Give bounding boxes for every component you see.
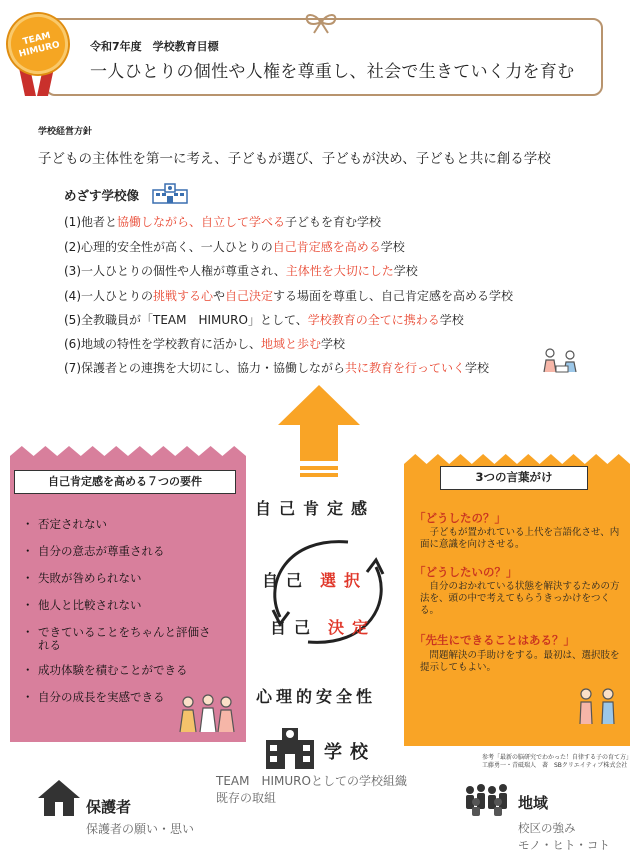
requirements-title: 自己肯定感を高める７つの要件 [14,470,236,494]
community-sub-2: モノ・ヒト・コト [518,838,610,852]
people-illustration [540,346,582,376]
requirement-item: ・ 他人と比較されない [22,598,142,612]
goal-item-7: (7)保護者との連携を大切にし、協力・協働しながら共に教育を行っていく学校 [64,361,490,375]
ribbon-bow-icon [301,10,341,34]
guardians-sub: 保護者の願い・思い [86,822,195,836]
header-subtitle: 令和7年度 学校教育目標 [90,40,219,53]
self-decision-label: 自己 決定 [270,618,377,637]
goals-title: めざす学校像 [64,188,140,203]
team-badge: TEAM HIMURO [2,8,75,81]
house-icon [36,778,82,818]
word-desc-1: 子どもが置かれている上代を言語化させ、内面に意識を向けさせる。 [420,527,620,550]
existing-efforts-text: 既存の取組 [216,791,277,805]
self-esteem-label: 自己肯定感 [255,499,376,518]
requirement-item: ・ 否定されない [22,517,107,531]
guardians-title: 保護者 [86,798,132,816]
requirement-item: ・ 自分の成長を実感できる [22,690,165,704]
requirement-item: ・ できていることをちゃんと評価される [22,625,211,652]
goal-item-4: (4)一人ひとりの挑戦する心や自己決定する場面を尊重し、自己肯定感を高める学校 [64,289,514,303]
policy-label: 学校経営方針 [38,127,93,137]
school-goal-title: 一人ひとりの個性や人権を尊重し、社会で生きていく力を育む [90,62,575,82]
word-desc-2: 自分のおかれている状態を解決するための方法を、頭の中で考えてもらうきっかけをつくる。 [420,581,620,616]
word-heading-2: 「どうしたいの？」 [414,565,518,579]
word-heading-3: 「先生にできることはある？」 [414,633,575,647]
people-illustration [176,690,238,734]
crowd-icon [462,782,512,816]
requirement-item: ・ 成功体験を積むことができる [22,663,188,677]
school-organization-text: TEAM HIMUROとしての学校組織 [216,774,407,788]
requirement-item: ・ 失敗が咎められない [22,571,142,585]
policy-text: 子どもの主体性を第一に考え、子どもが選び、子どもが決め、子どもと共に創る学校 [38,151,551,167]
goal-item-1: (1)他者と協働しながら、自立して学べる子どもを育む学校 [64,215,382,229]
goal-item-2: (2)心理的安全性が高く、一人ひとりの自己肯定感を高める学校 [64,240,405,254]
goal-item-3: (3)一人ひとりの個性や人権が尊重され、主体性を大切にした学校 [64,264,418,278]
school-label: 学校 [324,742,376,763]
school-building-icon [264,726,316,770]
school-building-icon [152,182,188,204]
people-illustration [574,686,620,726]
arrow-up-icon [276,383,362,479]
requirement-item: ・ 自分の意志が尊重される [22,544,165,558]
community-title: 地域 [518,794,549,812]
psychological-safety-label: 心理的安全性 [256,687,377,706]
goal-item-6: (6)地域の特性を学校教育に活かし、地域と歩む学校 [64,337,346,351]
word-heading-1: 「どうしたの？」 [414,511,506,525]
word-desc-3: 問題解決の手助けをする。最初は、選択肢を提示してもよい。 [420,650,620,673]
self-choice-label: 自己 選択 [262,571,369,590]
goal-item-5: (5)全教職員が「TEAM HIMURO」として、学校教育の全てに携わる学校 [64,313,464,327]
community-sub-1: 校区の強み [518,821,576,835]
reference-note: 参考「最新の脳研究でわかった！自律する子の育て方」 工藤勇一・青砥瑞人 著 SBクリエイティブ株式会社 [482,754,633,769]
words-title: 3つの言葉がけ [440,466,588,490]
